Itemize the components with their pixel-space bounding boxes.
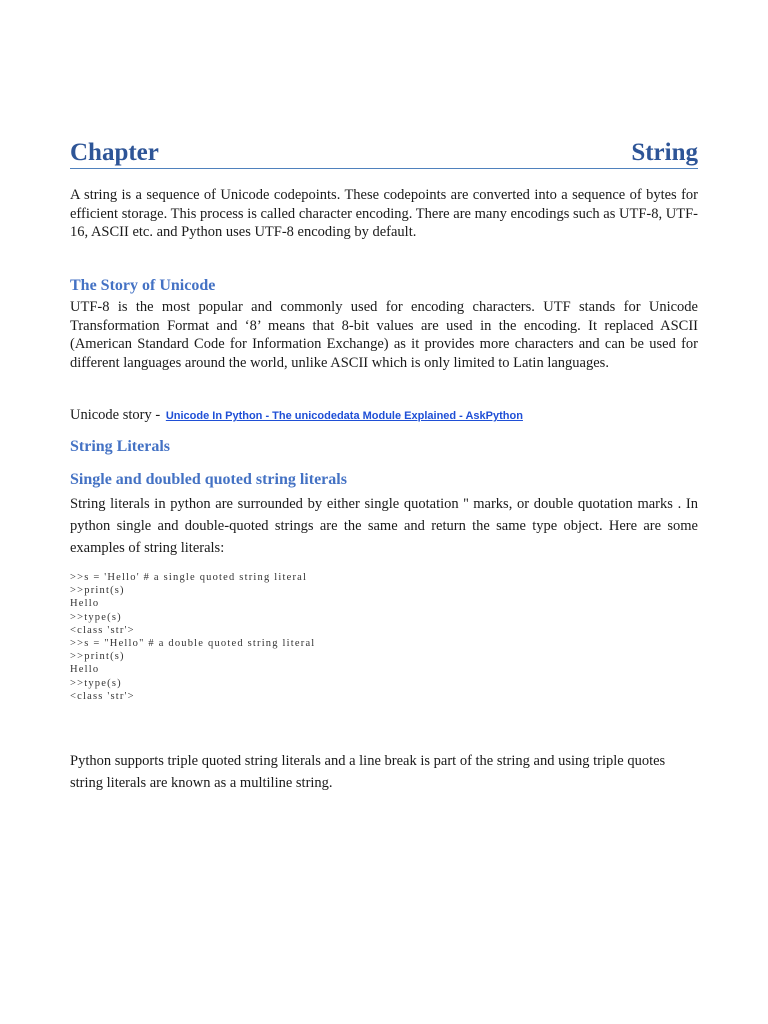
code-line: <class 'str'> <box>70 690 135 702</box>
code-line: >>print(s) <box>70 651 125 663</box>
askpython-link[interactable]: Unicode In Python - The unicodedata Module Explained - AskPython <box>165 410 523 422</box>
quoted-literals-subheading: Single and doubled quoted string literals <box>70 471 347 488</box>
code-line: >>s = "Hello" # a double quoted string literal <box>70 638 316 650</box>
intro-paragraph: A string is a sequence of Unicode codepoints. These codepoints are converted into a sequence of bytes for efficient storage. This process is called character encoding. There are many encodings such as UTF-8, UTF-16, ASCII etc. and Python uses UTF-8 encoding by default. <box>70 187 698 241</box>
triple-quote-paragraph: Python supports triple quoted string literals and a line break is part of the string and using triple quotes string literals are known as a multiline string. <box>70 753 666 791</box>
chapter-title: Chapter <box>70 139 159 166</box>
chapter-subject: String <box>631 139 698 166</box>
code-line: Hello <box>70 598 100 610</box>
code-line: >>s = 'Hello' # a single quoted string literal <box>70 572 308 583</box>
code-line: Hello <box>70 664 100 676</box>
string-literals-heading: String Literals <box>70 438 170 455</box>
code-line: >>type(s) <box>70 611 122 623</box>
unicode-story-label: Unicode story - <box>70 407 161 423</box>
unicode-story-line <box>70 405 523 426</box>
literals-paragraph: String literals in python are surrounded by either single quotation '' marks, or double quotation marks . In python single and double-quoted strings are the same and return the same type object. Here are some examples of string literals: <box>70 496 698 556</box>
code-line: <class 'str'> <box>70 624 135 636</box>
unicode-paragraph: UTF-8 is the most popular and commonly used for encoding characters. UTF stands for Unicode Transformation Format and ‘8’ means that 8-bit values are used in the encoding. It replaced ASCII (American Standard Code for Information Exchange) as it provides more characters and can be used for different languages around the world, unlike ASCII which is only limited to Latin languages. <box>70 299 698 371</box>
code-line: >>type(s) <box>70 677 122 689</box>
chapter-title-row <box>70 136 698 169</box>
code-example <box>70 571 315 703</box>
code-line: >>print(s) <box>70 585 125 597</box>
unicode-heading: The Story of Unicode <box>70 277 216 294</box>
